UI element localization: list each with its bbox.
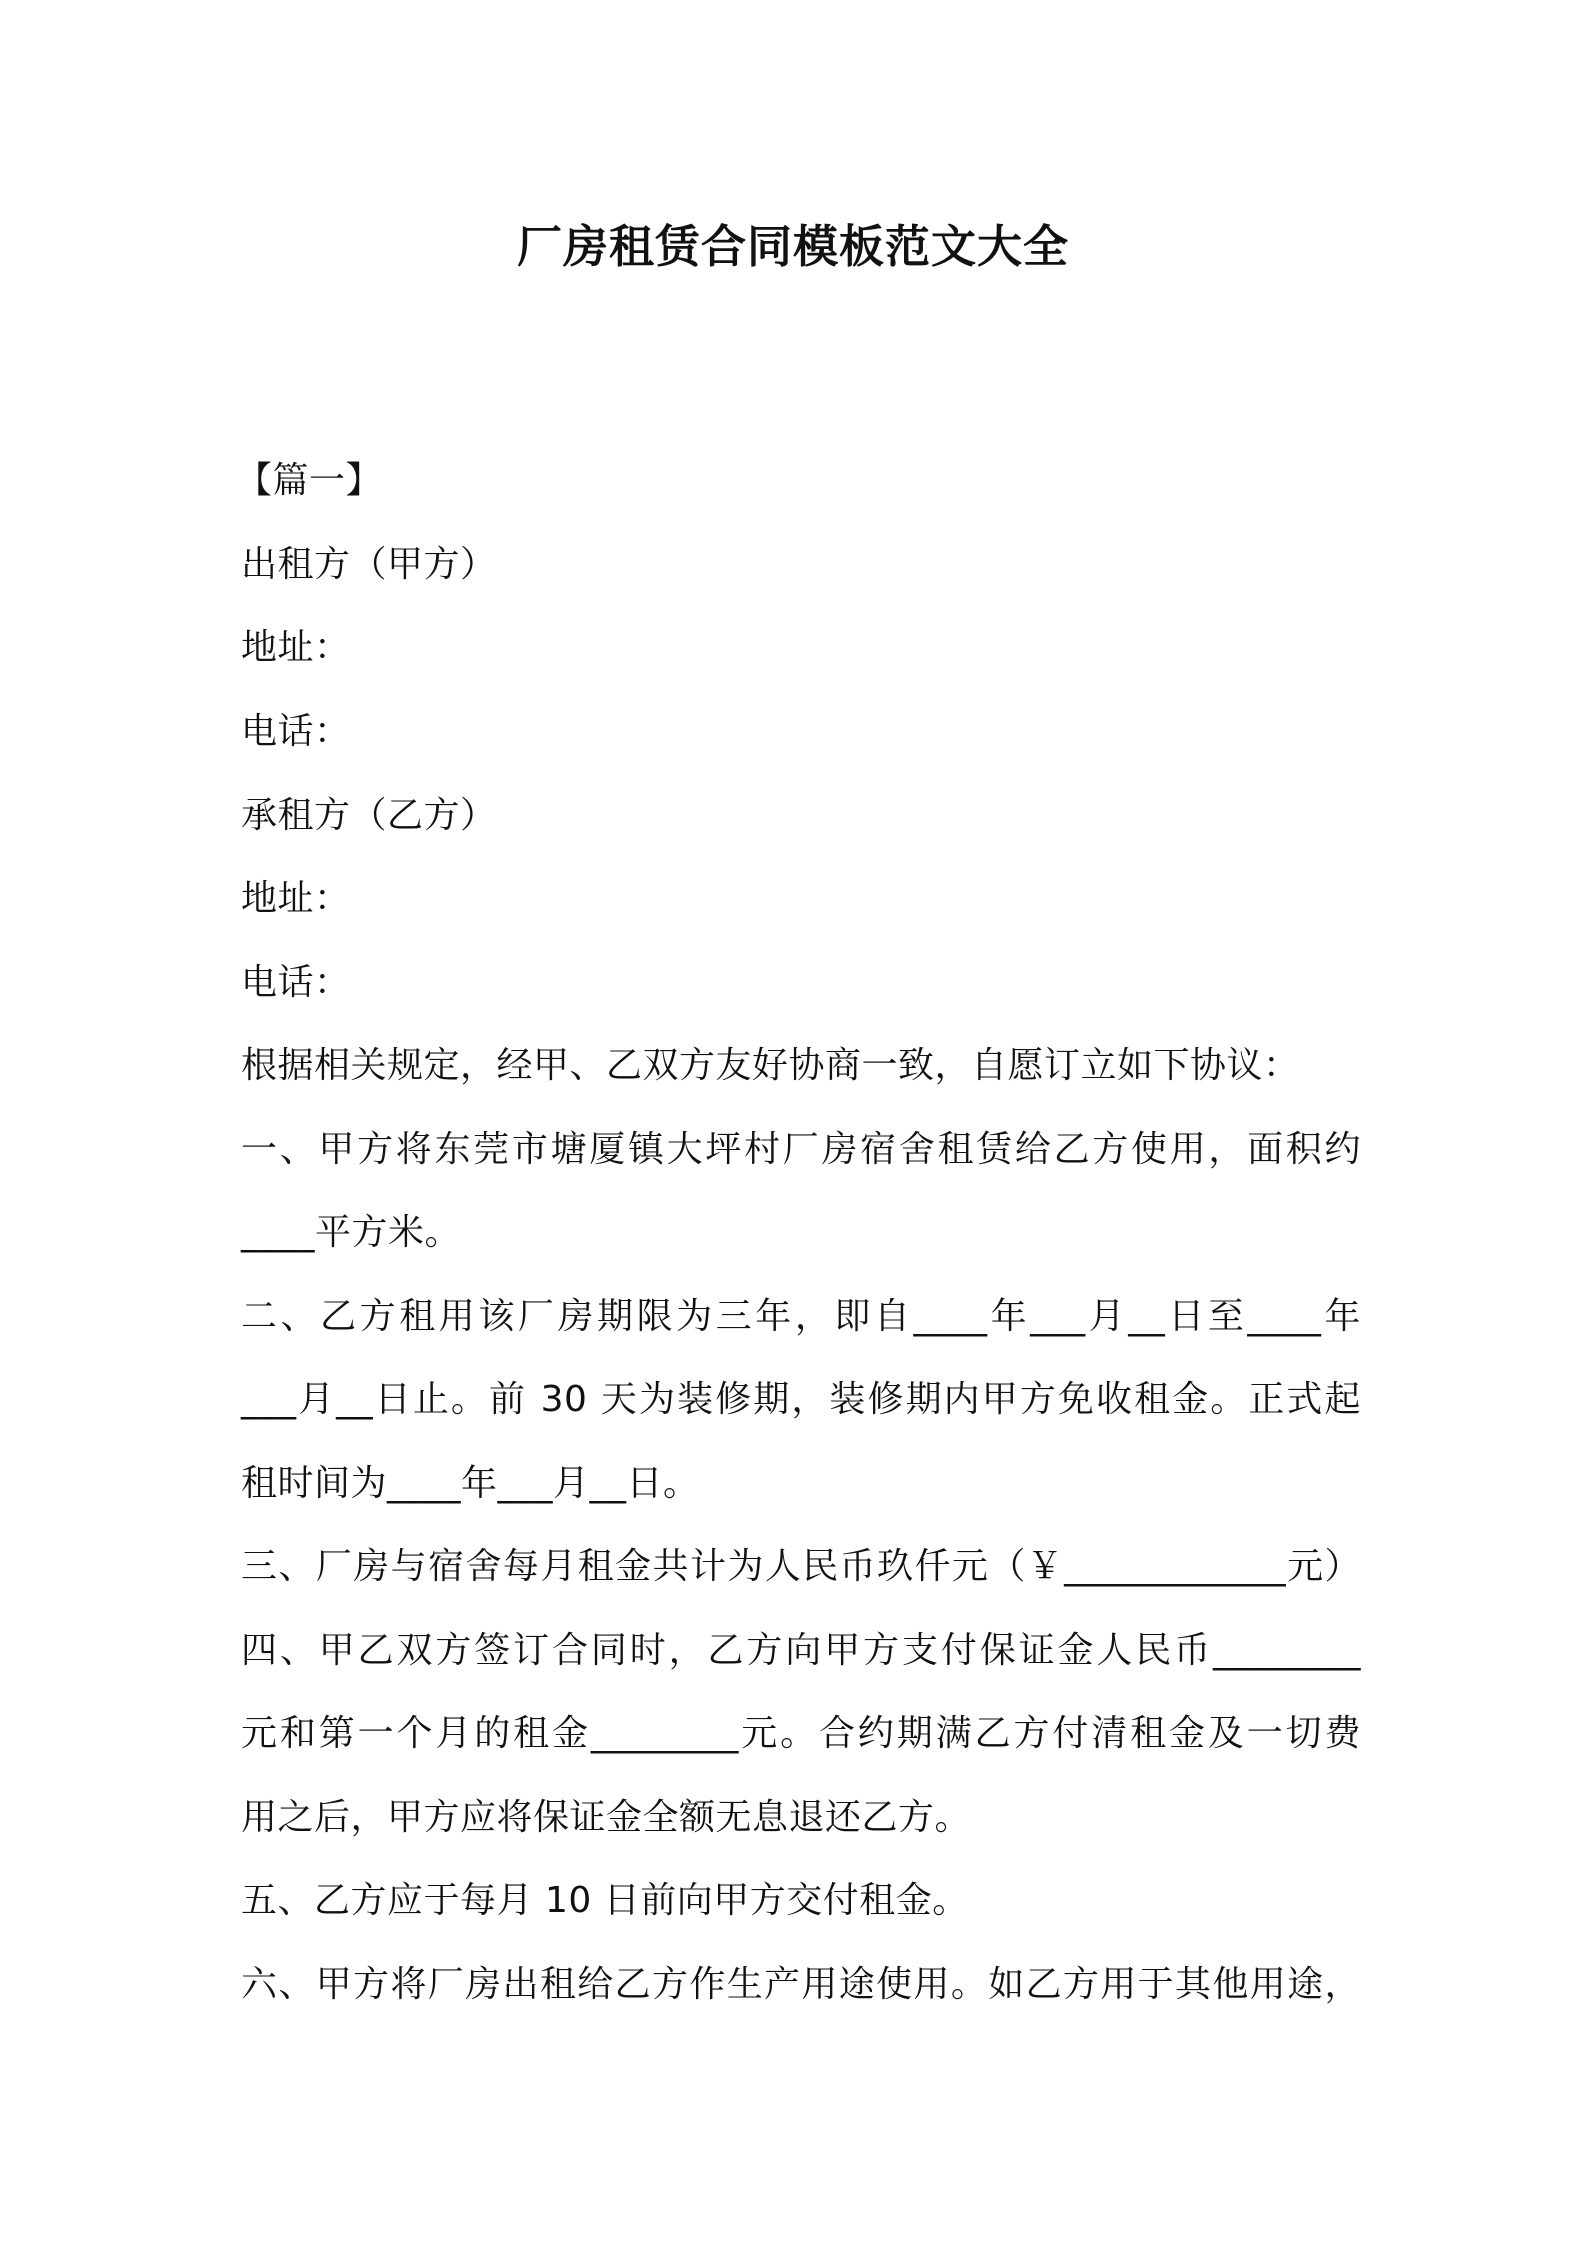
clause-2-line-2: ___月__日止。前 30 天为装修期，装修期内甲方免收租金。正式起 [241, 1379, 1361, 1420]
clause-1-line-2: ____平方米。 [241, 1212, 462, 1253]
clause-2-line-3: 租时间为____年___月__日。 [241, 1463, 700, 1504]
lessor-label: 出租方（甲方） [241, 544, 497, 585]
clause-3: 三、厂房与宿舍每月租金共计为人民币玖仟元（￥____________元） [241, 1546, 1361, 1587]
section-heading: 【篇一】 [236, 460, 383, 501]
clause-4-line-1: 四、甲乙双方签订合同时，乙方向甲方支付保证金人民币________ [241, 1630, 1361, 1671]
clause-5: 五、乙方应于每月 10 日前向甲方交付租金。 [241, 1880, 969, 1921]
clause-2-line-1: 二、乙方租用该厂房期限为三年，即自____年___月__日至____年 [241, 1296, 1361, 1337]
lessor-address-label: 地址： [241, 627, 351, 668]
clause-1-line-1: 一、甲方将东莞市塘厦镇大坪村厂房宿舍租赁给乙方使用，面积约 [241, 1129, 1361, 1170]
agreement-intro: 根据相关规定，经甲、乙双方友好协商一致，自愿订立如下协议： [241, 1045, 1300, 1086]
document-title: 厂房租赁合同模板范文大全 [516, 220, 1069, 273]
lessor-phone-label: 电话： [241, 711, 351, 752]
lessee-label: 承租方（乙方） [241, 795, 497, 836]
clause-6-line-1: 六、甲方将厂房出租给乙方作生产用途使用。如乙方用于其他用途， [241, 1964, 1361, 2005]
clause-4-line-3: 用之后，甲方应将保证金全额无息退还乙方。 [241, 1797, 972, 1838]
clause-4-line-2: 元和第一个月的租金________元。合约期满乙方付清租金及一切费 [241, 1713, 1361, 1754]
lessee-phone-label: 电话： [241, 962, 351, 1003]
lessee-address-label: 地址： [241, 878, 351, 919]
